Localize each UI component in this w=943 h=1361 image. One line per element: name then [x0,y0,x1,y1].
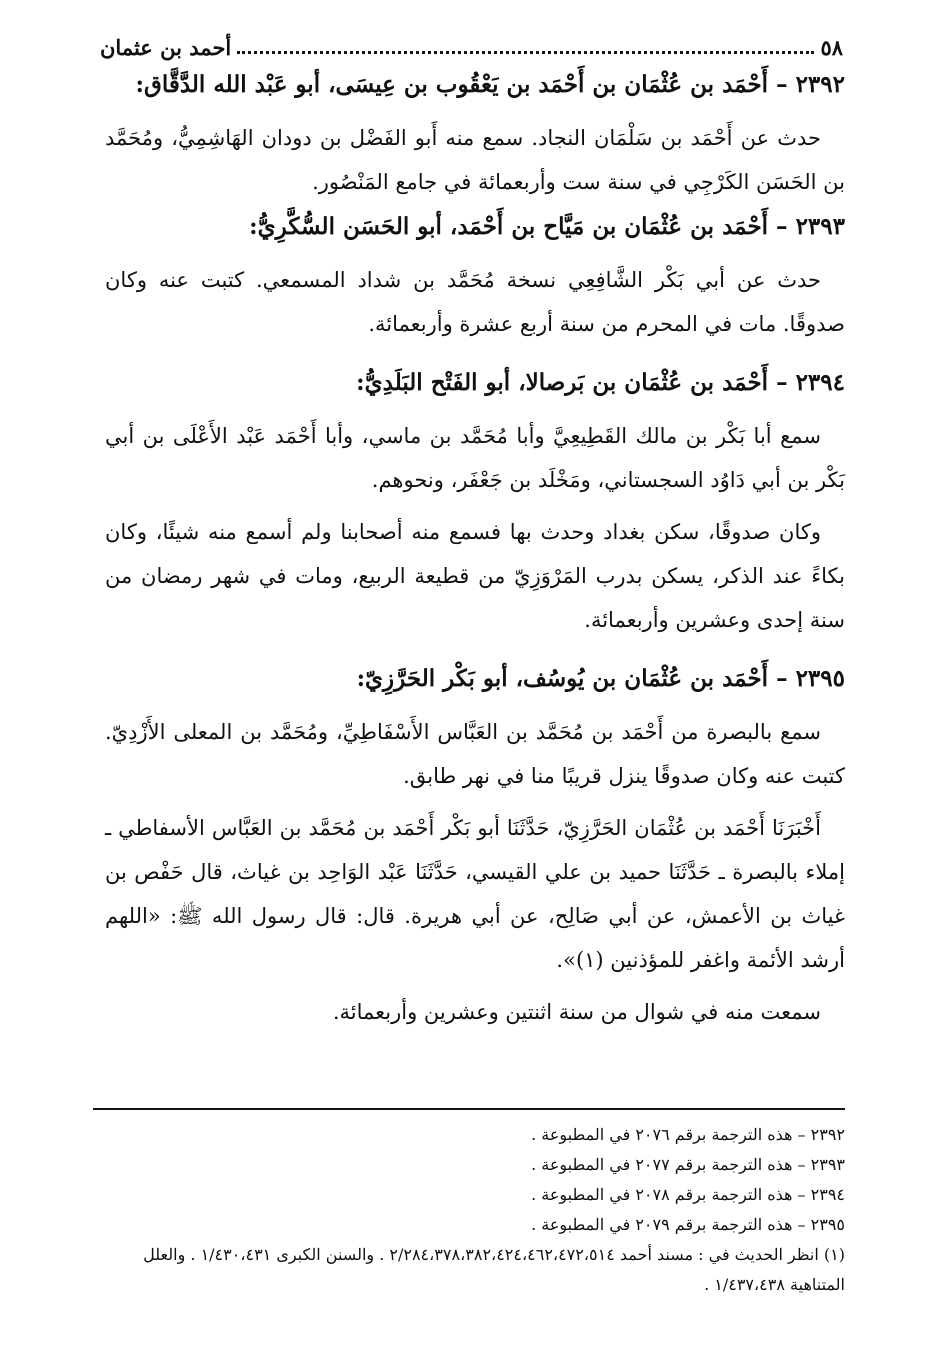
leader-dots [237,50,814,54]
entry-paragraph: وكان صدوقًا، سكن بغداد وحدث بها فسمع منه أصحابنا ولم أسمع منه شيئًا، وكان بكاءً عند الذكر، يسكن بدرب المَرْوَزِيّ من قطيعة الربيع، ومات في شهر رمضان من سنة إحدى وعشرين وأربعمائة. [105,520,845,632]
entry-2395 [105,656,845,1034]
footnote-divider [93,1108,845,1110]
entry-2394 [105,360,845,642]
footnote: (١) انظر الحديث في : مسند أحمد ٢/٢٨٤،٣٧٨،٣٨٢،٤٢٤،٤٦٢،٤٧٢،٥١٤ . والسنن الكبرى ١/٤٣٠،٤٣١ . والعلل المتناهية ١/٤٣٧،٤٣٨ . [143,1245,845,1294]
entry-2392 [105,62,845,204]
entry-title: ٢٣٩٤ – أَحْمَد بن عُثْمَان بن بَرصالا، أبو الفَتْح البَلَدِيُّ: [356,369,845,396]
entry-2393 [105,204,845,346]
entry-title: ٢٣٩٣ – أَحْمَد بن عُثْمَان بن مَيَّاح بن أَحْمَد، أبو الحَسَن السُّكَّرِيُّ: [249,213,845,240]
footnote: ٢٣٩٥ – هذه الترجمة برقم ٢٠٧٩ في المطبوعة . [531,1215,845,1234]
entry-paragraph: سمع أبا بَكْر بن مالك القَطِيعِيَّ وأبا مُحَمَّد بن ماسي، وأبا أَحْمَد عَبْد الأَعْلَى بن أبي بَكْر بن أبي دَاوُد السجستاني، ومَخْلَد بن جَعْفَر، ونحوهم. [105,424,845,492]
hadith-paragraph: أَخْبَرَنَا أَحْمَد بن عُثْمَان الحَرَّزِيّ، حَدَّثَنَا أبو بَكْر أَحْمَد بن مُحَمَّد بن العَبَّاس الأسفاطي ـ إملاء بالبصرة ـ حَدَّثَنَا حميد بن علي القيسي، حَدَّثَنَا عَبْد الوَاحِد بن غياث، قال حَفْص بن غياث بن الأعمش، عن أبي صَالِح، عن أبي هريرة. قال: قال رسول الله ﷺ: «اللهم أرشد الأئمة واغفر للمؤذنين (١)». [105,816,845,972]
footnote: ٢٣٩٣ – هذه الترجمة برقم ٢٠٧٧ في المطبوعة . [531,1155,845,1174]
running-header [100,30,843,60]
entry-paragraph: سمعت منه في شوال من سنة اثنتين وعشرين وأربعمائة. [332,1000,821,1024]
entry-title: ٢٣٩٢ – أَحْمَد بن عُثْمَان بن أَحْمَد بن يَعْقُوب بن عِيسَى، أبو عَبْد الله الدَّقَّاق: [135,71,845,98]
entry-paragraph: حدث عن أبي بَكْر الشَّافِعِي نسخة مُحَمَّد بن شداد المسمعي. كتبت عنه وكان صدوقًا. مات في المحرم من سنة أربع عشرة وأربعمائة. [105,268,845,336]
entry-paragraph: حدث عن أَحْمَد بن سَلْمَان النجاد. سمع منه أَبو الفَضْل بن دودان الهَاشِمِيُّ، ومُحَمَّد بن الحَسَن الكَرْجِي في سنة ست وأربعمائة في جامع المَنْصُور. [105,126,845,194]
page-number: ٥٨ [820,35,843,60]
entry-paragraph: سمع بالبصرة من أَحْمَد بن مُحَمَّد بن العَبَّاس الأَسْفَاطِيِّ، ومُحَمَّد بن المعلى الأَزْدِيّ. كتبت عنه وكان صدوقًا ينزل قريبًا منا في نهر طابق. [105,720,845,788]
main-text [105,62,845,1034]
footnote: ٢٣٩٢ – هذه الترجمة برقم ٢٠٧٦ في المطبوعة . [531,1125,845,1144]
running-title: أحمد بن عثمان [100,35,232,60]
entry-title: ٢٣٩٥ – أَحْمَد بن عُثْمَان بن يُوسُف، أبو بَكْر الحَرَّزِيّ: [356,665,845,692]
footnotes [105,1120,845,1300]
footnote: ٢٣٩٤ – هذه الترجمة برقم ٢٠٧٨ في المطبوعة . [531,1185,845,1204]
